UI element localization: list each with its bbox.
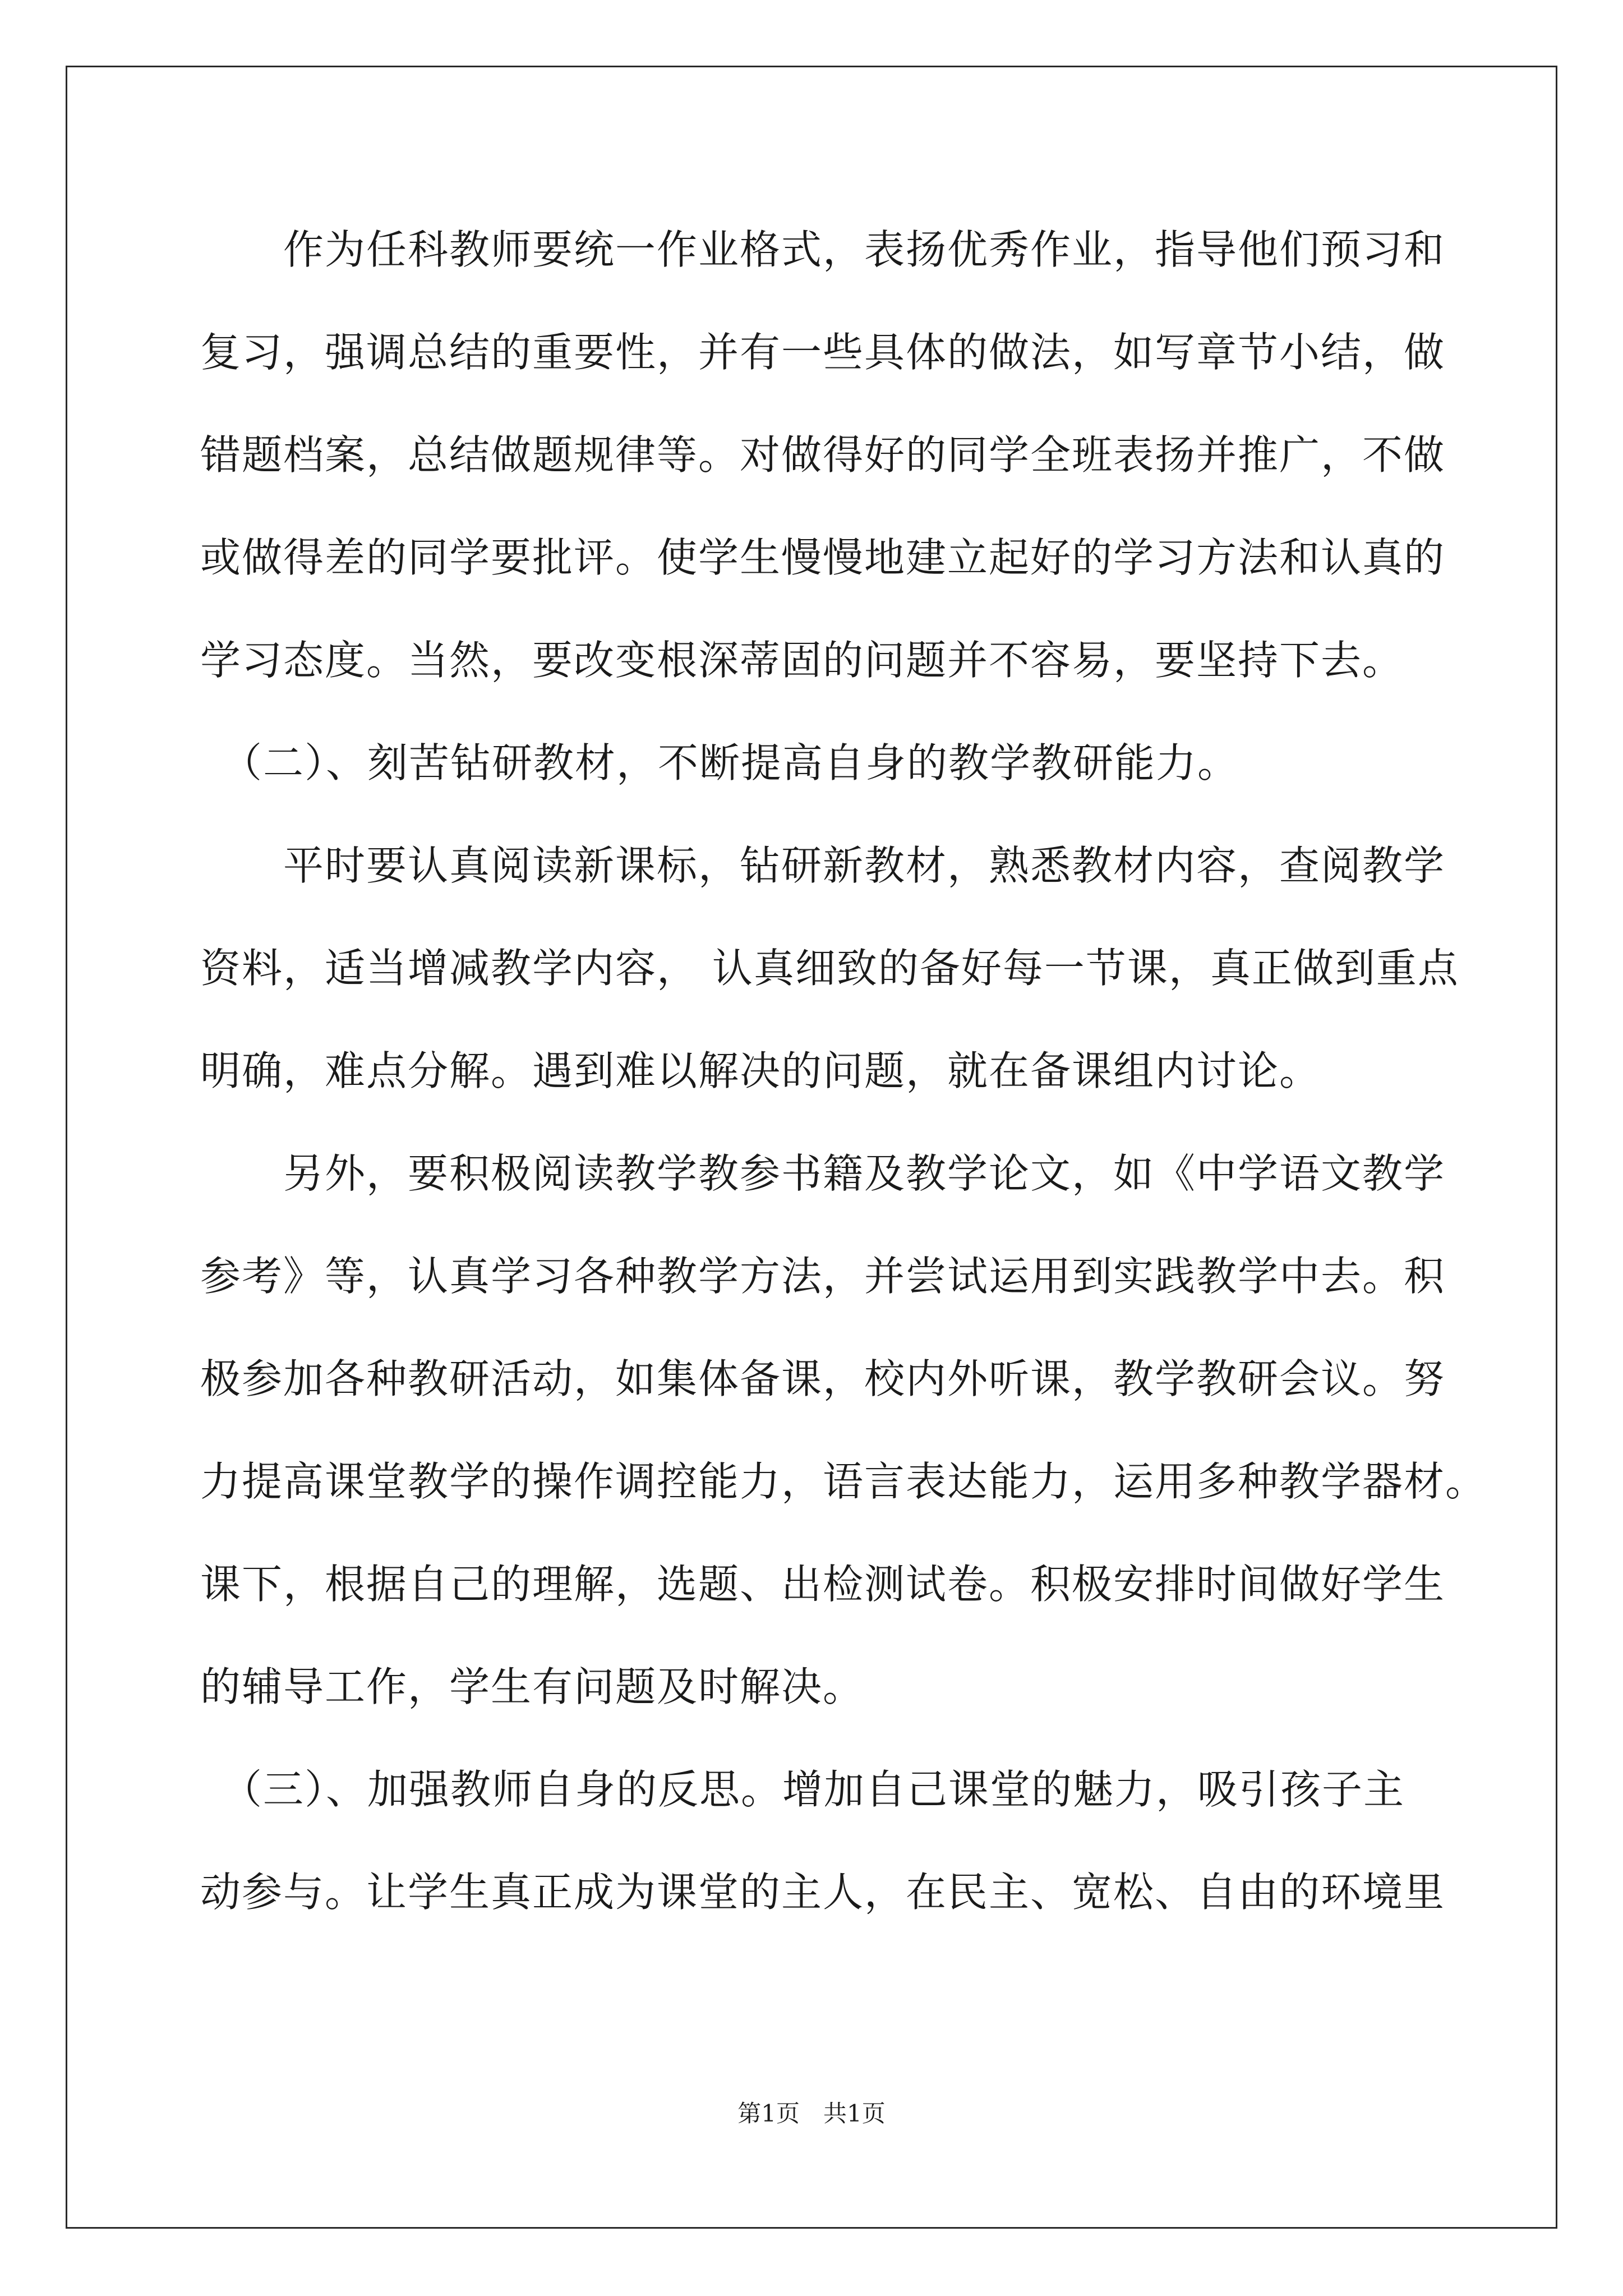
text-line: 明确，难点分解。遇到难以解决的问题，就在备课组内讨论。 xyxy=(200,1047,1321,1094)
text-line: 复习，强调总结的重要性，并有一些具体的做法，如写章节小结，做 xyxy=(200,329,1446,376)
text-line: 作为任科教师要统一作业格式，表扬优秀作业，指导他们预习和 xyxy=(200,226,1446,273)
text-line: 错题档案，总结做题规律等。对做得好的同学全班表扬并推广，不做 xyxy=(200,431,1446,478)
text-line: 平时要认真阅读新课标，钻研新教材，熟悉教材内容，查阅教学 xyxy=(200,842,1446,889)
text-line: 另外，要积极阅读教学教参书籍及教学论文，如《中学语文教学 xyxy=(200,1150,1446,1197)
section-heading: （三）、加强教师自身的反思。增加自己课堂的魅力，吸引孩子主 xyxy=(200,1766,1405,1813)
text-line: 学习态度。当然，要改变根深蒂固的问题并不容易，要坚持下去。 xyxy=(200,637,1404,684)
text-line: 的辅导工作，学生有问题及时解决。 xyxy=(200,1663,865,1710)
section-heading: （二）、刻苦钻研教材，不断提高自身的教学教研能力。 xyxy=(200,739,1239,786)
text-line: 极参加各种教研活动，如集体备课，校内外听课，教学教研会议。努 xyxy=(200,1355,1446,1402)
page-footer: 第1页 共1页 xyxy=(737,2100,886,2127)
text-line: 力提高课堂教学的操作调控能力，语言表达能力，运用多种教学器材。 xyxy=(200,1458,1487,1505)
text-line: 动参与。让学生真正成为课堂的主人，在民主、宽松、自由的环境里 xyxy=(200,1869,1446,1916)
text-line: 课下，根据自己的理解，选题、出检测试卷。积极安排时间做好学生 xyxy=(200,1561,1446,1608)
text-line: 参考》等，认真学习各种教学方法，并尝试运用到实践教学中去。积 xyxy=(200,1253,1446,1300)
text-line: 或做得差的同学要批评。使学生慢慢地建立起好的学习方法和认真的 xyxy=(200,534,1446,581)
text-line: 资料，适当增减教学内容， 认真细致的备好每一节课，真正做到重点 xyxy=(200,945,1459,992)
